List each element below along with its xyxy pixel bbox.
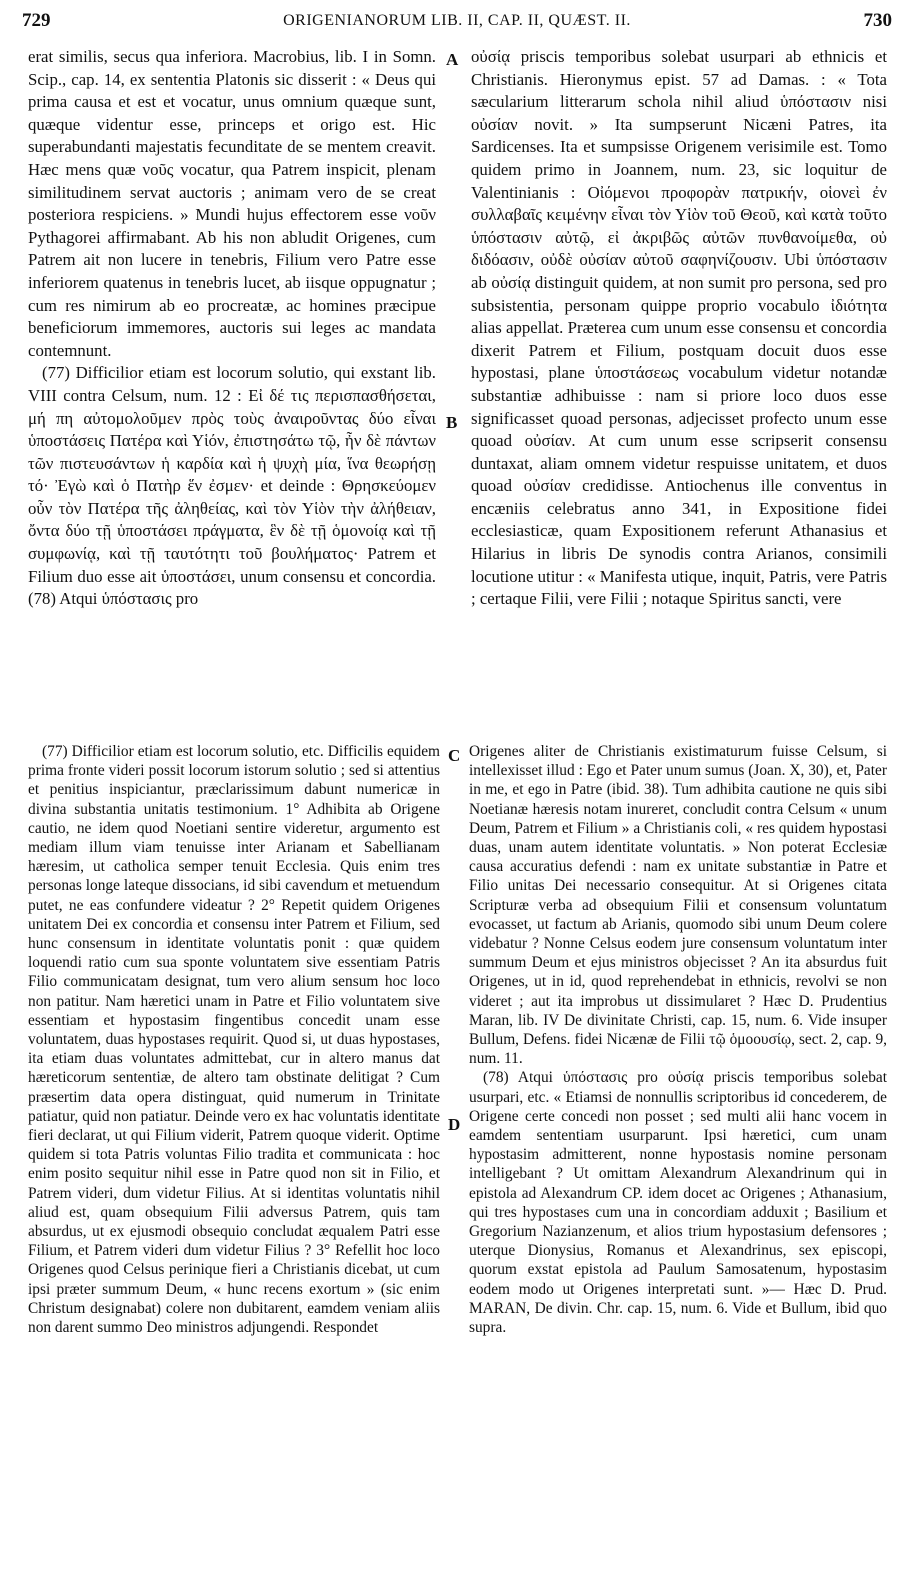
margin-marker-b: B <box>446 413 458 432</box>
main-text-left-column <box>28 46 436 704</box>
page-number-right: 730 <box>863 10 892 31</box>
page-header <box>22 10 892 36</box>
footnote-paragraph: (78) Atqui ὑπόστασις pro οὐσίᾳ priscis temporibus solebat usurpari, etc. « Etiamsi de nonnullis scriptoribus id concederem, de Origene certe concedi non posset ; sed multi alii hanc vocem in eamdem sententiam usurparunt. Ipsi hæretici, cum unam hypostasim admitterent, nonne hypostasis nomine personam intelligebant ? Ut omittam Alexandrum Alexandrinum qui in epistola ad Alexandrum CP. idem docet ac Origenes ; Athanasium, qui tres hypostases cum una in concordiam adduxit ; Basilium et Gregorium Nazianzenum, et alios trium hypostasium defensores ; uterque Dionysius, Romanus et Alexandrinus, sex episcopi, quorum exstat epistola ad Paulum Samosatenum, hypostasim eodem modo ut Origenes interpretati sunt. »— Hæc D. Prud. MARAN, De divin. Chr. cap. 15, num. 6. Vide et Bullum, ibid quo supra. <box>469 1069 887 1337</box>
footnote-paragraph: (77) Difficilior etiam est locorum solutio, etc. Difficilis equidem prima fronte videri possit locorum istorum solutio ; sed si attentius et penitius inspiciantur, præclarissimum dabunt numericæ in divina substantia unitatis testimonium. 1° Adhibita ab Origene cautio, ne idem quod Noetiani sentire videretur, argumento est mediam illum viam tenuisse inter Arianam et Sabellianam hæresim, ut catholica semper tenuit Ecclesia. Quis enim tres personas longe lateque dissocians, id sibi cavendum et metuendum putet, ne eas confundere videatur ? 2° Repetit quidem Origenes unitatem Dei ex concordia et consensu inter Patrem et Filium, sed hunc consensum in identitate voluntatis ponit : quæ quidem loquendi ratio cum sua sponte voluntatem sive essentiam Patris Filio communicatam designat, tum vero alium sensum hoc loco non patitur. Nam hæretici unam in Patre et Filio voluntatem sive essentiam et hypostasim fingentibus concedit unam esse voluntatem, duas hypostases requirit. Quod si, ut duas hypostases, ita etiam duas voluntates admittebat, cur in altero manus dat hæreticorum sententiæ, de altero tam obstinate delitigat ? Cum præsertim data opera distinguat, quid numerum in Trinitate patiatur, quid non patiatur. Deinde vero ex hac voluntatis identitate fieri declarat, ut qui Filium viderit, Patrem quoque viderit. Optime quidem si tota Patris voluntas Filio tradita et communicata : hoc enim posito sequitur nihil esse in Patre quod non sit in Filio, et Patrem videri, dum videtur Filius. At si identitas voluntatis nihil aliud est, quam obsequium Filii adversus Patrem, quis tam absurdus, ut ex ejusmodi obsequio concludat æqualem Patri esse Filium, et Patrem videri dum videtur Filius ? 3° Refellit hoc loco Origenes quod Celsus perinique fieri a Christianis dicebat, ut cum ipsi præter summum Deum, « hunc recens exortum » (sic enim Christum designabat) colere non dubitarent, eamdem veniam aliis non darent summo Deo ministros adjungendi. Respondet <box>28 743 440 1337</box>
footnote-paragraph: Origenes aliter de Christianis existimaturum fuisse Celsum, si intellexisset illud : Ego et Pater unum sumus (Joan. X, 30), et, Pater in me, et ego in Patre (ibid. 38). Tum adhibita cautione ne quis sibi Noetianæ hæresis notam inureret, concludit contra Celsum « unum Deum, Patrem et Filium » a Christianis coli, « res quidem hypostasi duas, unam autem identitate voluntatis. » Non poterat Ecclesiæ causa accuratius defendi : nam ex unitate substantiæ in Patre et Filio unitas Dei necessario consequitur. At si Origenes citata Scripturæ verba ad obsequium Filii et consensum voluntatum evocasset, ut factum ab Arianis, quomodo sibi unum Deum colere videbatur ? Nonne Celsus eodem jure consensum voluntatum inter summum Deum et ejus ministros objecisset ? An ita absurdus fuit Origenes, ut in id, quod reprehendebat in ethnicis, revolvi se non videret ; aut ita improbus ut dissimularet ? Hæc D. Prudentius Maran, lib. IV De divinitate Christi, cap. 15, num. 6. Vide insuper Bullum, Defens. fidei Nicænæ de Filii τῷ ὁμοουσίῳ, sect. 2, cap. 9, num. 11. <box>469 743 887 1068</box>
main-text-paragraph: erat similis, secus qua inferiora. Macrobius, lib. I in Somn. Scip., cap. 14, ex sententia Platonis sic disserit : « Deus qui prima causa et est et vocatur, unus omnium quæque sunt, quæque videntur esse, princeps et origo est. Hic superabundanti majestatis fecunditate de se mentem creavit. Hæc mens quæ νοῦς vocatur, qua Patrem inspicit, plenam similitudinem servat auctoris ; animam vero de se creat posteriora respiciens. » Mundi hujus effectorem esse νοῦν Pythagorei affirmabant. Ab his non abludit Origenes, cum Patrem ait non lucere in tenebris, Filium vero Patre esse inferiorem quatenus in tenebris lucet, ab iisque oppugnatur ; cum res nimirum ab eo procreatæ, ac homines præcipue beneficiorum immemores, auctoris sui leges ac mandata contemnunt. <box>28 47 436 360</box>
margin-marker-d: D <box>448 1115 461 1134</box>
margin-marker-a: A <box>446 50 459 69</box>
main-text-right-column <box>471 46 887 704</box>
margin-marker-c: C <box>448 746 461 765</box>
notes-left-column <box>28 742 440 1542</box>
main-text-paragraph: (77) Difficilior etiam est locorum solutio, qui exstant lib. VIII contra Celsum, num. 12 : Εἰ δέ τις περισπασθήσεται, μή πη αὐτομολοῦμεν πρὸς τοὺς ἀναιροῦντας δύο εἶναι ὑποστάσεις Πατέρα καὶ Υἱόν, ἐπιστησάτω τῷ, ἦν δὲ πάντων τῶν πιστευσάντων ἡ καρδία καὶ ἡ ψυχὴ μία, ἵνα θεωρήσῃ τό· Ἐγὼ καὶ ὁ Πατὴρ ἕν ἐσμεν· et deinde : Θρησκεύομεν οὖν τὸν Πατέρα τῆς ἀληθείας, καὶ τὸν Υἱὸν τὴν ἀλήθειαν, ὄντα δύο τῇ ὑποστάσει πράγματα, ἓν δὲ τῇ ὁμονοίᾳ καὶ τῇ συμφωνίᾳ, καὶ τῇ ταυτότητι τοῦ βουλήματος· Patrem et Filium duo esse ait ὑποστάσει, unum consensu et concordia. (78) Atqui ὑπόστασις pro <box>28 363 436 609</box>
running-title: ORIGENIANORUM LIB. II, CAP. II, QUÆST. II. <box>283 12 631 29</box>
page-number-left: 729 <box>22 10 51 31</box>
main-text-paragraph: οὐσίᾳ priscis temporibus solebat usurpari ab ethnicis et Christianis. Hieronymus epist. 57 ad Damas. : « Tota sæcularium litterarum schola nihil aliud ὑπόστασιν nisi οὐσίαν novit. » Ita sumpserunt Nicæni Patres, ita Sardicenses. Ita et sumpsisse Origenem verisimile est. Tomo quidem primo in Joannem, num. 23, sic loquitur de Valentinianis : Οἰόμενοι προφορὰν πατρικήν, οἱονεὶ ἐν συλλαβαῖς κειμένην εἶναι τὸν Υἱὸν τοῦ Θεοῦ, καὶ κατὰ τοῦτο ὑπόστασιν αὐτῷ, εἰ ἀκριβῶς αὐτῶν πυνθανοίμεθα, οὐ διδόασιν, οὐδὲ οὐσίαν αὐτοῦ σαφηνίζουσιν. Ubi ὑπόστασιν ab οὐσίᾳ distinguit quidem, at non sumit pro persona, sed pro subsistentia, personam quippe proprio vocabulo ἰδιότητα alias appellat. Præterea cum unum esse consensu et concordia dixerit Patrem et Filium, postquam docuit duos esse hypostasi, plane ὑποστάσεως vocabulum videtur notandæ substantiæ adhibuisse : nam si priore loco duos esse significasset quoad personas, adjecisset profecto unum esse quoad οὐσίαν. At cum unum esse scripserit consensu duntaxat, aliam omnem videtur respuisse unitatem, et duos quoad οὐσίαν credidisse. Antiochenus ille conventus in encæniis celebratus anno 341, in Expositione fidei ecclesiasticæ, quam Expositionem referunt Athanasius et Hilarius in libris De synodis contra Arianos, consimili locutione utitur : « Manifesta utique, inquit, Patris, vere Patris ; certaque Filii, vere Filii ; notaque Spiritus sancti, vere <box>471 47 887 609</box>
notes-right-column <box>469 742 887 1542</box>
